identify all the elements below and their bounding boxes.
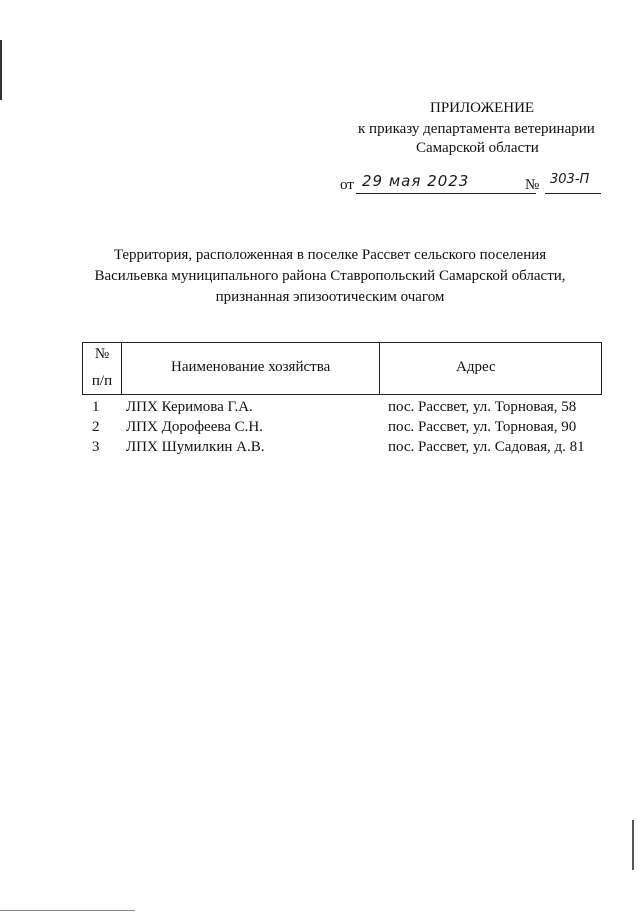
header-cell-name bbox=[121, 343, 380, 394]
document-title bbox=[60, 245, 600, 308]
order-number-label: № bbox=[525, 177, 540, 193]
row-farm-name: ЛПХ Шумилкин А.В. bbox=[126, 439, 265, 455]
scan-edge-mark bbox=[0, 910, 135, 911]
header-name-label: Наименование хозяйства bbox=[171, 359, 331, 375]
appendix-subtitle-region: Самарской области bbox=[416, 140, 539, 156]
header-number-abbr: п/п bbox=[91, 373, 113, 389]
document-title-line: Территория, расположенная в поселке Рассвет сельского поселения bbox=[113, 247, 547, 263]
table-row bbox=[82, 397, 602, 417]
order-date-handwritten: 29 мая 2023 bbox=[362, 172, 470, 190]
document-title-line: признанная эпизоотическим очагом bbox=[215, 289, 445, 305]
row-address: пос. Рассвет, ул. Торновая, 58 bbox=[388, 399, 577, 415]
date-underline bbox=[356, 193, 536, 194]
row-farm-name: ЛПХ Дорофеева С.Н. bbox=[126, 419, 263, 435]
header-cell-number bbox=[83, 343, 122, 394]
row-number: 3 bbox=[92, 439, 100, 455]
order-from-label: от bbox=[340, 177, 354, 193]
row-address: пос. Рассвет, ул. Садовая, д. 81 bbox=[388, 439, 585, 455]
row-address: пос. Рассвет, ул. Торновая, 90 bbox=[388, 419, 577, 435]
appendix-subtitle: к приказу департамента ветеринарии bbox=[358, 121, 595, 137]
table-row bbox=[82, 437, 602, 457]
appendix-title: ПРИЛОЖЕНИЕ bbox=[430, 100, 535, 116]
table-header bbox=[82, 342, 602, 395]
table-row bbox=[82, 417, 602, 437]
table-body bbox=[82, 397, 602, 457]
document-title-line: Васильевка муниципального района Ставропольский Самарской области, bbox=[94, 268, 566, 284]
row-number: 1 bbox=[92, 399, 100, 415]
order-reference bbox=[340, 172, 610, 198]
row-farm-name: ЛПХ Керимова Г.А. bbox=[126, 399, 253, 415]
header-cell-address bbox=[380, 343, 601, 394]
scan-edge-mark bbox=[632, 820, 634, 870]
header-address-label: Адрес bbox=[456, 359, 496, 375]
order-number-handwritten: 303-П bbox=[550, 172, 590, 187]
header-number-sign: № bbox=[94, 346, 110, 362]
number-underline bbox=[545, 193, 601, 194]
row-number: 2 bbox=[92, 419, 100, 435]
scan-edge-mark bbox=[0, 40, 2, 100]
